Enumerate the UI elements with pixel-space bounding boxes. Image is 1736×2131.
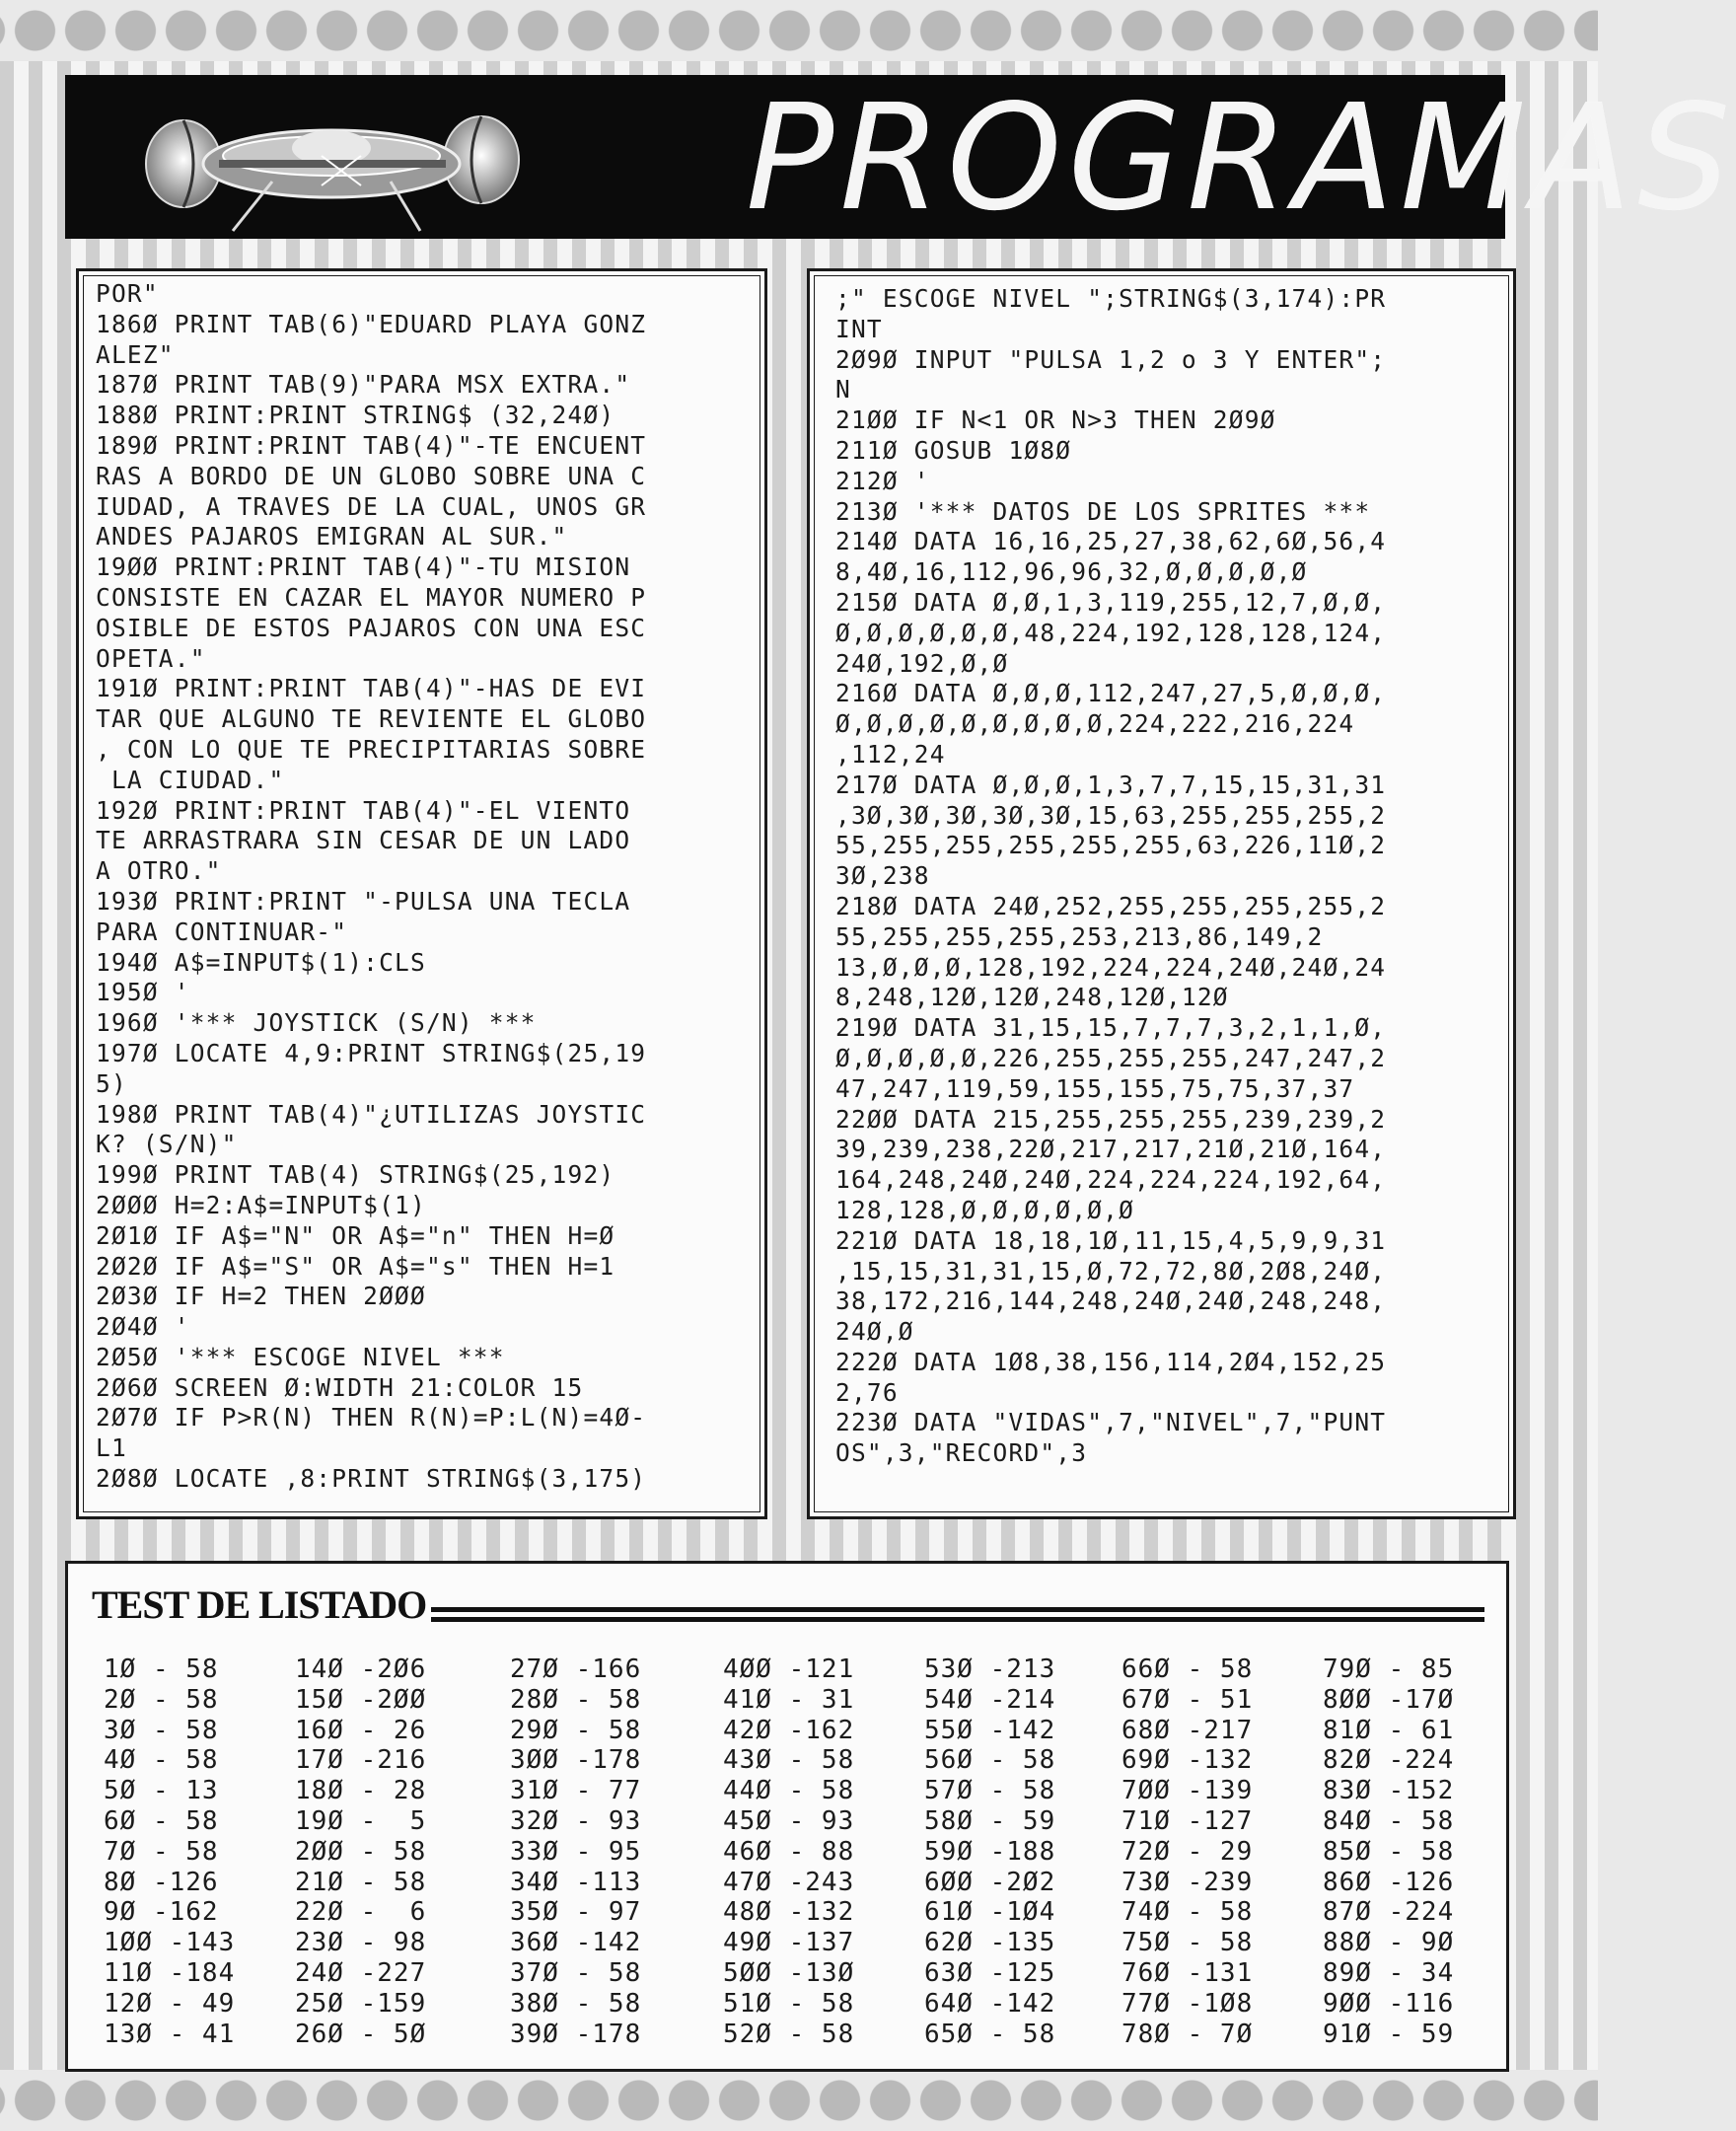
checksum-entry: 47Ø -243	[723, 1867, 855, 1897]
checksum-entry: 72Ø - 29	[1121, 1836, 1254, 1867]
code-line: ,15,15,31,31,15,Ø,72,72,8Ø,2Ø8,24Ø,	[835, 1256, 1387, 1286]
code-line: 189Ø PRINT:PRINT TAB(4)"-TE ENCUENT	[96, 430, 647, 460]
code-line: 218Ø DATA 24Ø,252,255,255,255,255,2	[835, 891, 1387, 920]
checksum-entry: 75Ø - 58	[1121, 1928, 1254, 1958]
checksum-entry: 12Ø - 49	[104, 1988, 236, 2019]
code-line: PARA CONTINUAR-"	[96, 917, 348, 946]
checksum-entry: 48Ø -132	[723, 1897, 855, 1928]
code-line: OSIBLE DE ESTOS PAJAROS CON UNA ESC	[96, 613, 647, 642]
code-line: Ø,Ø,Ø,Ø,Ø,226,255,255,255,247,247,2	[835, 1043, 1387, 1072]
checksum-entry: 5Ø - 13	[104, 1776, 219, 1806]
checksum-entry: 3Ø - 58	[104, 1715, 219, 1745]
code-line: 194Ø A$=INPUT$(1):CLS	[96, 947, 426, 977]
code-line: 5)	[96, 1068, 127, 1098]
header-banner	[65, 73, 1736, 243]
checksum-entry: 66Ø - 58	[1121, 1654, 1254, 1684]
code-line: 2Ø1Ø IF A$="N" OR A$="n" THEN H=Ø	[96, 1220, 615, 1250]
checksum-column	[924, 1654, 1055, 2049]
checksum-entry: 45Ø - 93	[723, 1805, 855, 1836]
checksum-entry: 16Ø - 26	[295, 1715, 427, 1745]
checksum-entry: 19Ø - 5	[295, 1805, 427, 1836]
code-line: ,3Ø,3Ø,3Ø,3Ø,3Ø,15,63,255,255,255,2	[835, 800, 1387, 830]
checksum-entry: 57Ø - 58	[924, 1776, 1056, 1806]
checksum-entry: 87Ø -224	[1323, 1897, 1455, 1928]
checksum-entry: 8ØØ -17Ø	[1323, 1684, 1455, 1715]
code-line: 217Ø DATA Ø,Ø,Ø,1,3,7,7,15,15,31,31	[835, 770, 1387, 799]
checksum-column	[295, 1654, 426, 2049]
test-de-listado-panel	[65, 1561, 1509, 2072]
code-line: 199Ø PRINT TAB(4) STRING$(25,192)	[96, 1160, 615, 1190]
code-line: 21ØØ IF N<1 OR N>3 THEN 2Ø9Ø	[835, 405, 1276, 435]
listing-panel-right	[807, 268, 1516, 1519]
code-line: LA CIUDAD."	[96, 765, 285, 794]
code-line: 47,247,119,59,155,155,75,75,37,37	[835, 1073, 1355, 1103]
code-line: 198Ø PRINT TAB(4)"¿UTILIZAS JOYSTIC	[96, 1099, 647, 1129]
code-line: 191Ø PRINT:PRINT TAB(4)"-HAS DE EVI	[96, 674, 647, 703]
code-line: 2Ø3Ø IF H=2 THEN 2ØØØ	[96, 1282, 426, 1311]
checksum-entry: 24Ø -227	[295, 1957, 427, 1988]
code-line: 193Ø PRINT:PRINT "-PULSA UNA TECLA	[96, 886, 631, 916]
checksum-entry: 7ØØ -139	[1121, 1776, 1254, 1806]
code-line: 187Ø PRINT TAB(9)"PARA MSX EXTRA."	[96, 370, 631, 400]
code-line: ,112,24	[835, 739, 946, 769]
checksum-entry: 43Ø - 58	[723, 1745, 855, 1776]
code-line: N	[835, 375, 851, 404]
code-line: 213Ø '*** DATOS DE LOS SPRITES ***	[835, 496, 1371, 526]
checksum-entry: 3ØØ -178	[510, 1745, 642, 1776]
checksum-entry: 88Ø - 9Ø	[1323, 1928, 1455, 1958]
checksum-entry: 59Ø -188	[924, 1836, 1056, 1867]
checksum-entry: 74Ø - 58	[1121, 1897, 1254, 1928]
checksum-entry: 26Ø - 5Ø	[295, 2019, 427, 2049]
checksum-column	[1323, 1654, 1454, 2049]
checksum-entry: 44Ø - 58	[723, 1776, 855, 1806]
code-line: 221Ø DATA 18,18,1Ø,11,15,4,5,9,9,31	[835, 1225, 1387, 1255]
checksum-entry: 31Ø - 77	[510, 1776, 642, 1806]
code-line: 196Ø '*** JOYSTICK (S/N) ***	[96, 1008, 537, 1038]
code-line: POR"	[96, 279, 159, 308]
checksum-entry: 55Ø -142	[924, 1715, 1056, 1745]
checksum-entry: 36Ø -142	[510, 1928, 642, 1958]
checksum-entry: 71Ø -127	[1121, 1805, 1254, 1836]
checksum-entry: 67Ø - 51	[1121, 1684, 1254, 1715]
checksum-entry: 6Ø - 58	[104, 1805, 219, 1836]
checksum-entry: 4Ø - 58	[104, 1745, 219, 1776]
checksum-entry: 22Ø - 6	[295, 1897, 427, 1928]
checksum-entry: 81Ø - 61	[1323, 1715, 1455, 1745]
checksum-entry: 64Ø -142	[924, 1988, 1056, 2019]
checksum-entry: 65Ø - 58	[924, 2019, 1056, 2049]
code-line: 2Ø4Ø '	[96, 1312, 190, 1342]
dotted-border-bottom	[0, 2070, 1598, 2131]
code-line: 2Ø9Ø INPUT "PULSA 1,2 o 3 Y ENTER";	[835, 344, 1387, 374]
checksum-entry: 85Ø - 58	[1323, 1836, 1455, 1867]
checksum-entry: 91Ø - 59	[1323, 2019, 1455, 2049]
code-line: 2Ø7Ø IF P>R(N) THEN R(N)=P:L(N)=4Ø-	[96, 1403, 647, 1433]
checksum-entry: 68Ø -217	[1121, 1715, 1254, 1745]
code-line: 211Ø GOSUB 1Ø8Ø	[835, 435, 1072, 465]
code-line: OS",3,"RECORD",3	[835, 1438, 1088, 1468]
checksum-entry: 38Ø - 58	[510, 1988, 642, 2019]
checksum-entry: 84Ø - 58	[1323, 1805, 1455, 1836]
code-line: 55,255,255,255,255,255,63,226,11Ø,2	[835, 831, 1387, 860]
code-listing	[835, 284, 1499, 1469]
code-line: 188Ø PRINT:PRINT STRING$ (32,24Ø)	[96, 401, 615, 430]
title-rule	[431, 1607, 1484, 1622]
checksum-entry: 23Ø - 98	[295, 1928, 427, 1958]
checksum-entry: 34Ø -113	[510, 1867, 642, 1897]
code-line: 13,Ø,Ø,Ø,128,192,224,224,24Ø,24Ø,24	[835, 952, 1387, 982]
checksum-entry: 61Ø -1Ø4	[924, 1897, 1056, 1928]
code-line: 222Ø DATA 1Ø8,38,156,114,2Ø4,152,25	[835, 1347, 1387, 1376]
code-line: , CON LO QUE TE PRECIPITARIAS SOBRE	[96, 734, 647, 764]
code-line: ANDES PAJAROS EMIGRAN AL SUR."	[96, 522, 568, 551]
checksum-column	[104, 1654, 235, 2049]
checksum-entry: 73Ø -239	[1121, 1867, 1254, 1897]
checksum-column	[510, 1654, 641, 2049]
checksum-entry: 21Ø - 58	[295, 1867, 427, 1897]
checksum-entry: 41Ø - 31	[723, 1684, 855, 1715]
checksum-entry: 86Ø -126	[1323, 1867, 1455, 1897]
code-line: 195Ø '	[96, 978, 190, 1007]
code-line: 214Ø DATA 16,16,25,27,38,62,6Ø,56,4	[835, 527, 1387, 556]
code-line: 212Ø '	[835, 466, 930, 495]
checksum-entry: 15Ø -2ØØ	[295, 1684, 427, 1715]
code-line: 55,255,255,255,253,213,86,149,2	[835, 921, 1324, 951]
checksum-entry: 79Ø - 85	[1323, 1654, 1455, 1684]
checksum-entry: 6ØØ -2Ø2	[924, 1867, 1056, 1897]
checksum-entry: 42Ø -162	[723, 1715, 855, 1745]
checksum-entry: 56Ø - 58	[924, 1745, 1056, 1776]
checksum-entry: 11Ø -184	[104, 1957, 236, 1988]
code-line: 24Ø,192,Ø,Ø	[835, 648, 1009, 678]
code-line: ALEZ"	[96, 339, 175, 369]
checksum-entry: 18Ø - 28	[295, 1776, 427, 1806]
code-line: 2Ø6Ø SCREEN Ø:WIDTH 21:COLOR 15	[96, 1372, 584, 1402]
checksum-entry: 83Ø -152	[1323, 1776, 1455, 1806]
code-line: L1	[96, 1433, 127, 1463]
code-line: 38,172,216,144,248,24Ø,24Ø,248,248,	[835, 1286, 1387, 1316]
checksum-entry: 82Ø -224	[1323, 1745, 1455, 1776]
checksum-entry: 58Ø - 59	[924, 1805, 1056, 1836]
checksum-entry: 62Ø -135	[924, 1928, 1056, 1958]
checksum-entry: 5ØØ -13Ø	[723, 1957, 855, 1988]
checksum-column	[1121, 1654, 1253, 2049]
checksum-entry: 52Ø - 58	[723, 2019, 855, 2049]
checksum-entry: 8Ø -126	[104, 1867, 219, 1897]
checksum-entry: 17Ø -216	[295, 1745, 427, 1776]
checksum-entry: 35Ø - 97	[510, 1897, 642, 1928]
checksum-entry: 9ØØ -116	[1323, 1988, 1455, 2019]
page-title: PROGRAMAS	[746, 73, 1736, 243]
checksum-entry: 51Ø - 58	[723, 1988, 855, 2019]
checksum-entry: 25Ø -159	[295, 1988, 427, 2019]
checksum-entry: 4ØØ -121	[723, 1654, 855, 1684]
checksum-entry: 33Ø - 95	[510, 1836, 642, 1867]
code-line: 223Ø DATA "VIDAS",7,"NIVEL",7,"PUNT	[835, 1408, 1387, 1437]
checksum-entry: 39Ø -178	[510, 2019, 642, 2049]
code-line: 2Ø5Ø '*** ESCOGE NIVEL ***	[96, 1342, 505, 1371]
code-line: RAS A BORDO DE UN GLOBO SOBRE UNA C	[96, 461, 647, 490]
code-line: CONSISTE EN CAZAR EL MAYOR NUMERO P	[96, 582, 647, 612]
checksum-entry: 78Ø - 7Ø	[1121, 2019, 1254, 2049]
code-line: OPETA."	[96, 643, 206, 673]
code-line: ;" ESCOGE NIVEL ";STRING$(3,174):PR	[835, 284, 1387, 313]
code-line: IUDAD, A TRAVES DE LA CUAL, UNOS GR	[96, 491, 647, 521]
code-line: 2ØØØ H=2:A$=INPUT$(1)	[96, 1190, 426, 1219]
code-line: INT	[835, 314, 883, 343]
checksum-entry: 9Ø -162	[104, 1897, 219, 1928]
code-line: 216Ø DATA Ø,Ø,Ø,112,247,27,5,Ø,Ø,Ø,	[835, 679, 1387, 708]
checksum-entry: 49Ø -137	[723, 1928, 855, 1958]
checksum-entry: 53Ø -213	[924, 1654, 1056, 1684]
code-line: Ø,Ø,Ø,Ø,Ø,Ø,48,224,192,128,128,124,	[835, 618, 1387, 647]
checksum-entry: 77Ø -1Ø8	[1121, 1988, 1254, 2019]
code-line: TE ARRASTRARA SIN CESAR DE UN LADO	[96, 826, 631, 855]
code-line: 192Ø PRINT:PRINT TAB(4)"-EL VIENTO	[96, 795, 631, 825]
checksum-entry: 27Ø -166	[510, 1654, 642, 1684]
checksum-entry: 54Ø -214	[924, 1684, 1056, 1715]
checksum-entry: 1Ø - 58	[104, 1654, 219, 1684]
checksum-entry: 32Ø - 93	[510, 1805, 642, 1836]
code-line: 164,248,24Ø,24Ø,224,224,224,192,64,	[835, 1165, 1387, 1195]
code-line: TAR QUE ALGUNO TE REVIENTE EL GLOBO	[96, 704, 647, 734]
code-line: 2Ø2Ø IF A$="S" OR A$="s" THEN H=1	[96, 1251, 615, 1281]
code-line: 219Ø DATA 31,15,15,7,7,7,3,2,1,1,Ø,	[835, 1013, 1387, 1043]
checksum-entry: 29Ø - 58	[510, 1715, 642, 1745]
code-line: 39,239,238,22Ø,217,217,21Ø,21Ø,164,	[835, 1135, 1387, 1164]
checksum-entry: 14Ø -2Ø6	[295, 1654, 427, 1684]
code-line: K? (S/N)"	[96, 1130, 238, 1159]
checksum-entry: 46Ø - 88	[723, 1836, 855, 1867]
checksum-entry: 1ØØ -143	[104, 1928, 236, 1958]
code-line: 3Ø,238	[835, 861, 930, 891]
checksum-entry: 2Ø - 58	[104, 1684, 219, 1715]
code-listing	[96, 279, 751, 1495]
checksum-entry: 76Ø -131	[1121, 1957, 1254, 1988]
dotted-border-top	[0, 0, 1598, 61]
code-line: 215Ø DATA Ø,Ø,1,3,119,255,12,7,Ø,Ø,	[835, 587, 1387, 617]
code-line: 2Ø8Ø LOCATE ,8:PRINT STRING$(3,175)	[96, 1464, 647, 1494]
checksum-column	[723, 1654, 854, 2049]
code-line: 8,4Ø,16,112,96,96,32,Ø,Ø,Ø,Ø,Ø	[835, 557, 1308, 587]
code-line: 128,128,Ø,Ø,Ø,Ø,Ø,Ø	[835, 1195, 1135, 1224]
checksum-entry: 7Ø - 58	[104, 1836, 219, 1867]
code-line: 8,248,12Ø,12Ø,248,12Ø,12Ø	[835, 983, 1229, 1012]
checksum-entry: 89Ø - 34	[1323, 1957, 1455, 1988]
code-line: 197Ø LOCATE 4,9:PRINT STRING$(25,19	[96, 1038, 647, 1067]
code-line: 186Ø PRINT TAB(6)"EDUARD PLAYA GONZ	[96, 309, 647, 338]
code-line: 24Ø,Ø	[835, 1317, 914, 1347]
checksum-entry: 28Ø - 58	[510, 1684, 642, 1715]
code-line: 19ØØ PRINT:PRINT TAB(4)"-TU MISION	[96, 552, 631, 582]
code-line: Ø,Ø,Ø,Ø,Ø,Ø,Ø,Ø,Ø,224,222,216,224	[835, 709, 1355, 739]
spaceship-icon	[124, 87, 539, 235]
listing-panel-left	[76, 268, 767, 1519]
checksum-entry: 63Ø -125	[924, 1957, 1056, 1988]
test-title: TEST DE LISTADO	[92, 1582, 427, 1627]
checksum-entry: 2ØØ - 58	[295, 1836, 427, 1867]
code-line: 2,76	[835, 1377, 899, 1407]
checksum-entry: 13Ø - 41	[104, 2019, 236, 2049]
checksum-entry: 69Ø -132	[1121, 1745, 1254, 1776]
checksum-entry: 37Ø - 58	[510, 1957, 642, 1988]
code-line: 22ØØ DATA 215,255,255,255,239,239,2	[835, 1104, 1387, 1134]
code-line: A OTRO."	[96, 856, 222, 886]
